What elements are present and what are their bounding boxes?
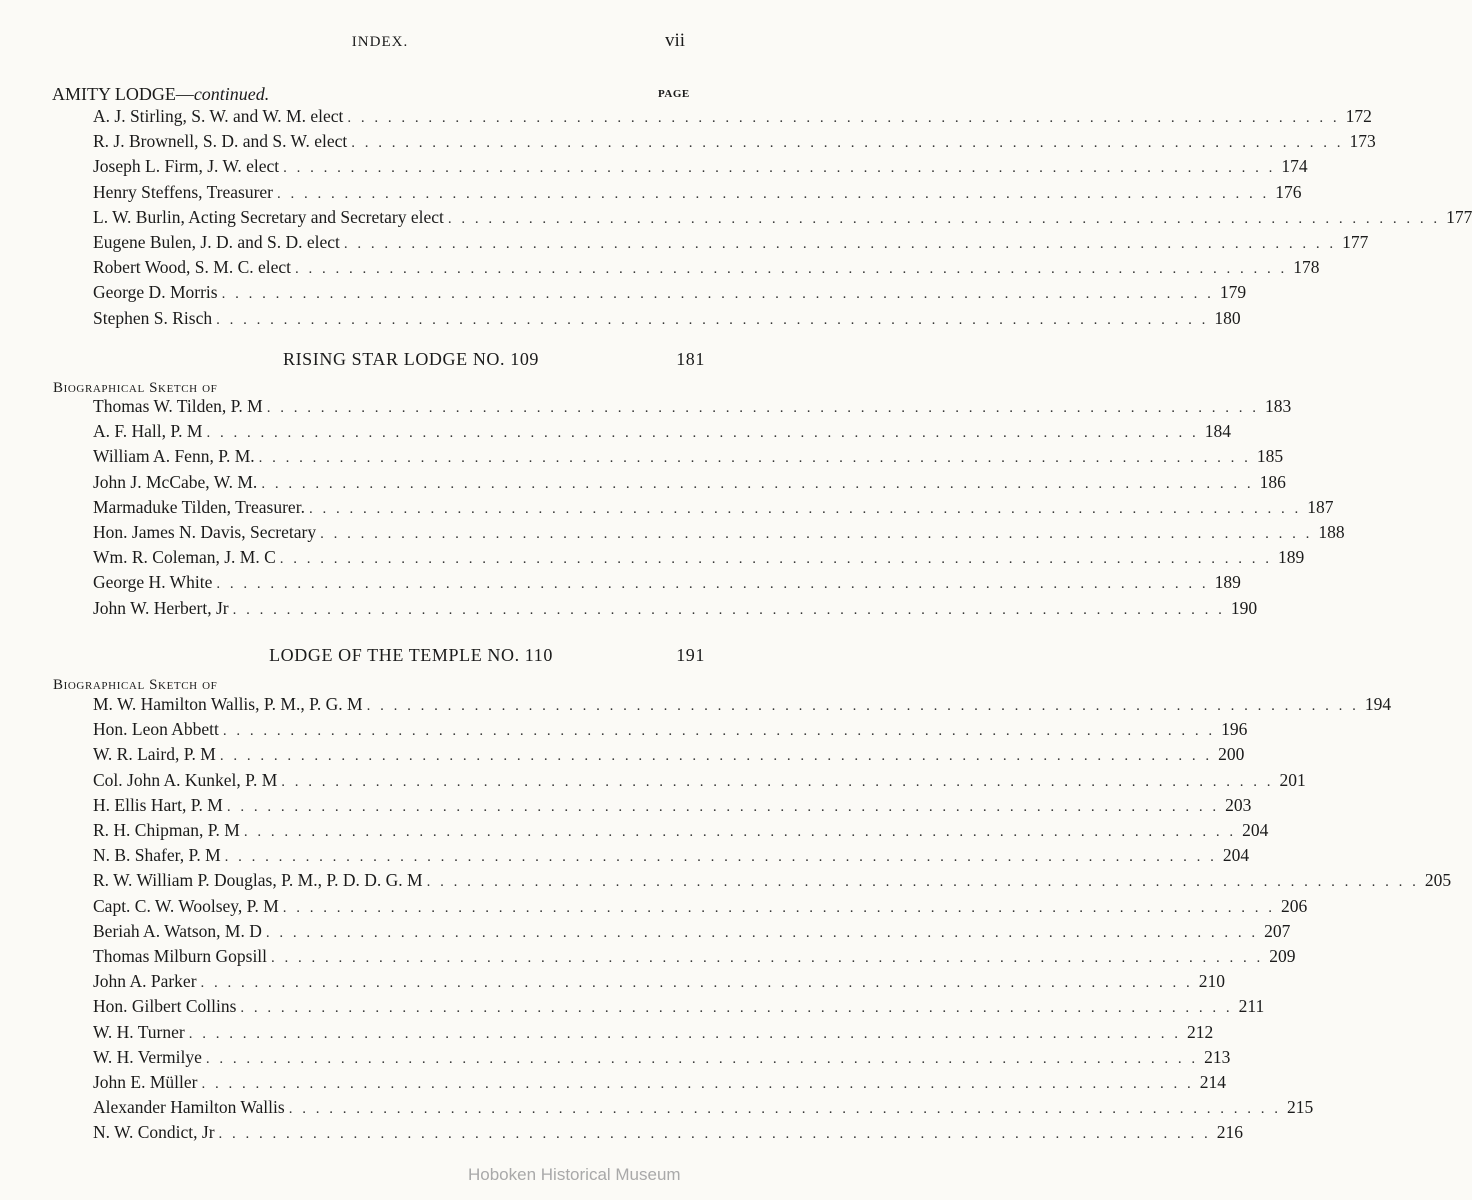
index-entry — [93, 446, 1284, 470]
amity-title: AMITY LODGE— — [52, 84, 194, 104]
entry-page: 186 — [1259, 472, 1286, 492]
entry-page: 207 — [1264, 921, 1291, 941]
entry-page: 185 — [1256, 446, 1284, 466]
entry-page: 204 — [1222, 845, 1250, 865]
entry-name: Beriah A. Watson, M. D — [93, 921, 262, 941]
entry-page: 177 — [1446, 207, 1472, 227]
leader-dots: . . . . . . . . . . . . . . . . . . . . . . . . . . . . . . . . . . . . . . . . . . . . . . . . . . . . . . . . . . . . . . . . . . . . . . . . . . — [343, 236, 1337, 252]
entry-page: 172 — [1345, 106, 1372, 126]
entry-page: 173 — [1349, 131, 1376, 151]
temple-lodge-heading — [93, 645, 705, 671]
entry-page: 212 — [1186, 1022, 1214, 1042]
index-entry — [93, 1022, 1214, 1046]
entry-page: 194 — [1364, 694, 1392, 714]
leader-dots: . . . . . . . . . . . . . . . . . . . . . . . . . . . . . . . . . . . . . . . . . . . . . . . . . . . . . . . . . . . . . . . . . . . . . . . . . . — [232, 602, 1225, 618]
entry-name: Marmaduke Tilden, Treasurer. — [93, 497, 305, 517]
entry-page: 174 — [1281, 156, 1308, 176]
index-entry — [93, 896, 1308, 920]
index-entry — [93, 598, 1258, 622]
entry-page: 189 — [1214, 572, 1241, 592]
leader-dots: . . . . . . . . . . . . . . . . . . . . . . . . . . . . . . . . . . . . . . . . . . . . . . . . . . . . . . . . . . . . . . . . . . . . . . . . . . — [240, 1000, 1233, 1016]
leader-dots: . . . . . . . . . . . . . . . . . . . . . . . . . . . . . . . . . . . . . . . . . . . . . . . . . . . . . . . . . . . . . . . . . . . . . . . . . . — [347, 110, 1340, 126]
entry-page: 179 — [1219, 282, 1247, 302]
entry-page: 177 — [1342, 232, 1369, 252]
index-entry — [93, 694, 1392, 718]
entry-name: Capt. C. W. Woolsey, P. M — [93, 896, 279, 916]
entry-page: 188 — [1318, 522, 1345, 542]
entry-page: 209 — [1269, 946, 1296, 966]
entry-name: R. W. William P. Douglas, P. M., P. D. D. G. M — [93, 870, 423, 890]
leader-dots: . . . . . . . . . . . . . . . . . . . . . . . . . . . . . . . . . . . . . . . . . . . . . . . . . . . . . . . . . . . . . . . . . . . . . . . . . . — [283, 160, 1276, 176]
leader-dots: . . . . . . . . . . . . . . . . . . . . . . . . . . . . . . . . . . . . . . . . . . . . . . . . . . . . . . . . . . . . . . . . . . . . . . . . . . — [426, 874, 1419, 890]
entry-page: 203 — [1225, 795, 1252, 815]
leader-dots: . . . . . . . . . . . . . . . . . . . . . . . . . . . . . . . . . . . . . . . . . . . . . . . . . . . . . . . . . . . . . . . . . . . . . . . . . . — [282, 900, 1276, 916]
entry-name: Joseph L. Firm, J. W. elect — [93, 156, 280, 176]
entry-name: John J. McCabe, W. M. — [93, 472, 258, 492]
leader-dots: . . . . . . . . . . . . . . . . . . . . . . . . . . . . . . . . . . . . . . . . . . . . . . . . . . . . . . . . . . . . . . . . . . . . . . . . . . — [366, 698, 1359, 714]
entry-name: Hon. James N. Davis, Secretary — [93, 522, 317, 542]
index-entry — [93, 522, 1345, 546]
entry-name: Robert Wood, S. M. C. elect — [93, 257, 292, 277]
index-entry — [93, 820, 1269, 844]
entry-page: 189 — [1278, 547, 1305, 567]
entry-name: Stephen S. Risch — [93, 308, 213, 328]
amity-continued: continued. — [193, 84, 270, 104]
index-entry — [93, 572, 1241, 596]
index-entry — [93, 472, 1286, 496]
biographical-sketch-label: Biographical Sketch of — [53, 677, 218, 693]
entry-page: 200 — [1218, 744, 1245, 764]
entry-name: Thomas Milburn Gopsill — [93, 946, 268, 966]
leader-dots: . . . . . . . . . . . . . . . . . . . . . . . . . . . . . . . . . . . . . . . . . . . . . . . . . . . . . . . . . . . . . . . . . . . . . . . . . . — [219, 748, 1213, 764]
leader-dots: . . . . . . . . . . . . . . . . . . . . . . . . . . . . . . . . . . . . . . . . . . . . . . . . . . . . . . . . . . . . . . . . . . . . . . . . . . — [261, 476, 1254, 492]
entry-name: Eugene Bulen, J. D. and S. D. elect — [93, 232, 340, 252]
index-entry — [93, 156, 1308, 180]
entry-page: 187 — [1307, 497, 1334, 517]
entry-page: 204 — [1242, 820, 1269, 840]
index-entry — [93, 232, 1369, 256]
entry-page: 216 — [1216, 1122, 1244, 1142]
index-entry — [93, 744, 1245, 768]
index-entry — [93, 996, 1265, 1020]
leader-dots: . . . . . . . . . . . . . . . . . . . . . . . . . . . . . . . . . . . . . . . . . . . . . . . . . . . . . . . . . . . . . . . . . . . . . . . . . . — [201, 1076, 1194, 1092]
index-entry — [93, 396, 1292, 420]
leader-dots: . . . . . . . . . . . . . . . . . . . . . . . . . . . . . . . . . . . . . . . . . . . . . . . . . . . . . . . . . . . . . . . . . . . . . . . . . . — [351, 135, 1344, 151]
entry-name: A. J. Stirling, S. W. and W. M. elect — [93, 106, 344, 126]
entry-name: Hon. Gilbert Collins — [93, 996, 237, 1016]
leader-dots: . . . . . . . . . . . . . . . . . . . . . . . . . . . . . . . . . . . . . . . . . . . . . . . . . . . . . . . . . . . . . . . . . . . . . . . . . . — [205, 1051, 1199, 1067]
entry-page: 205 — [1424, 870, 1452, 890]
entry-page: 184 — [1204, 421, 1231, 441]
entry-name: Alexander Hamilton Wallis — [93, 1097, 285, 1117]
leader-dots: . . . . . . . . . . . . . . . . . . . . . . . . . . . . . . . . . . . . . . . . . . . . . . . . . . . . . . . . . . . . . . . . . . . . . . . . . . — [447, 211, 1441, 227]
entry-page: 201 — [1279, 770, 1306, 790]
leader-dots: . . . . . . . . . . . . . . . . . . . . . . . . . . . . . . . . . . . . . . . . . . . . . . . . . . . . . . . . . . . . . . . . . . . . . . . . . . — [221, 286, 1214, 302]
page-column-label: PAGE — [658, 88, 690, 100]
leader-dots: . . . . . . . . . . . . . . . . . . . . . . . . . . . . . . . . . . . . . . . . . . . . . . . . . . . . . . . . . . . . . . . . . . . . . . . . . . — [206, 425, 1199, 441]
index-entry — [93, 1047, 1231, 1071]
rising-star-lodge-heading — [93, 349, 705, 375]
index-entry — [93, 1097, 1314, 1121]
leader-dots: . . . . . . . . . . . . . . . . . . . . . . . . . . . . . . . . . . . . . . . . . . . . . . . . . . . . . . . . . . . . . . . . . . . . . . . . . . — [200, 975, 1193, 991]
entry-name: W. R. Laird, P. M — [93, 744, 216, 764]
index-entry — [93, 1072, 1227, 1096]
leader-dots: . . . . . . . . . . . . . . . . . . . . . . . . . . . . . . . . . . . . . . . . . . . . . . . . . . . . . . . . . . . . . . . . . . . . . . . . . . — [188, 1026, 1181, 1042]
leader-dots: . . . . . . . . . . . . . . . . . . . . . . . . . . . . . . . . . . . . . . . . . . . . . . . . . . . . . . . . . . . . . . . . . . . . . . . . . . — [265, 925, 1259, 941]
index-entry — [93, 547, 1305, 571]
leader-dots: . . . . . . . . . . . . . . . . . . . . . . . . . . . . . . . . . . . . . . . . . . . . . . . . . . . . . . . . . . . . . . . . . . . . . . . . . . — [224, 849, 1217, 865]
leader-dots: . . . . . . . . . . . . . . . . . . . . . . . . . . . . . . . . . . . . . . . . . . . . . . . . . . . . . . . . . . . . . . . . . . . . . . . . . . — [226, 799, 1220, 815]
index-entry — [93, 282, 1247, 306]
index-entry — [93, 308, 1241, 332]
header-index-label: INDEX. — [351, 34, 409, 50]
index-entry — [93, 921, 1291, 945]
index-entry — [93, 971, 1226, 995]
entry-page: 190 — [1230, 598, 1258, 618]
leader-dots: . . . . . . . . . . . . . . . . . . . . . . . . . . . . . . . . . . . . . . . . . . . . . . . . . . . . . . . . . . . . . . . . . . . . . . . . . . — [295, 261, 1288, 277]
lodge-title: LODGE OF THE TEMPLE NO. 110 — [269, 645, 553, 665]
index-entry — [93, 106, 1372, 130]
lodge-page: 191 — [676, 645, 705, 665]
leader-dots: . . . . . . . . . . . . . . . . . . . . . . . . . . . . . . . . . . . . . . . . . . . . . . . . . . . . . . . . . . . . . . . . . . . . . . . . . . — [258, 450, 1251, 466]
index-entry — [93, 845, 1250, 869]
entry-page: 183 — [1264, 396, 1292, 416]
leader-dots: . . . . . . . . . . . . . . . . . . . . . . . . . . . . . . . . . . . . . . . . . . . . . . . . . . . . . . . . . . . . . . . . . . . . . . . . . . — [266, 400, 1259, 416]
entry-page: 206 — [1281, 896, 1308, 916]
leader-dots: . . . . . . . . . . . . . . . . . . . . . . . . . . . . . . . . . . . . . . . . . . . . . . . . . . . . . . . . . . . . . . . . . . . . . . . . . . — [308, 501, 1302, 517]
leader-dots: . . . . . . . . . . . . . . . . . . . . . . . . . . . . . . . . . . . . . . . . . . . . . . . . . . . . . . . . . . . . . . . . . . . . . . . . . . — [320, 526, 1313, 542]
biographical-sketch-label: Biographical Sketch of — [53, 380, 218, 396]
index-entry — [93, 421, 1231, 445]
entry-name: Col. John A. Kunkel, P. M — [93, 770, 278, 790]
entry-name: John E. Müller — [93, 1072, 198, 1092]
index-entry — [93, 870, 1452, 894]
index-entry — [93, 182, 1302, 206]
entry-name: L. W. Burlin, Acting Secretary and Secretary elect — [93, 207, 444, 227]
entry-name: William A. Fenn, P. M. — [93, 446, 255, 466]
leader-dots: . . . . . . . . . . . . . . . . . . . . . . . . . . . . . . . . . . . . . . . . . . . . . . . . . . . . . . . . . . . . . . . . . . . . . . . . . . — [277, 186, 1270, 202]
leader-dots: . . . . . . . . . . . . . . . . . . . . . . . . . . . . . . . . . . . . . . . . . . . . . . . . . . . . . . . . . . . . . . . . . . . . . . . . . . — [218, 1126, 1211, 1142]
entry-name: George D. Morris — [93, 282, 218, 302]
index-entry — [93, 770, 1306, 794]
index-entry — [93, 719, 1248, 743]
index-entry — [93, 497, 1334, 521]
entry-page: 210 — [1198, 971, 1226, 991]
entry-name: Henry Steffens, Treasurer — [93, 182, 273, 202]
index-entry — [93, 207, 1472, 231]
index-entry — [93, 131, 1376, 155]
header-page-number: vii — [665, 30, 686, 51]
entry-name: N. W. Condict, Jr — [93, 1122, 215, 1142]
index-entry — [93, 795, 1252, 819]
leader-dots: . . . . . . . . . . . . . . . . . . . . . . . . . . . . . . . . . . . . . . . . . . . . . . . . . . . . . . . . . . . . . . . . . . . . . . . . . . — [216, 576, 1209, 592]
entry-page: 215 — [1286, 1097, 1314, 1117]
leader-dots: . . . . . . . . . . . . . . . . . . . . . . . . . . . . . . . . . . . . . . . . . . . . . . . . . . . . . . . . . . . . . . . . . . . . . . . . . . — [279, 551, 1273, 567]
entry-page: 214 — [1199, 1072, 1227, 1092]
amity-section-title — [52, 84, 269, 105]
entry-name: H. Ellis Hart, P. M — [93, 795, 223, 815]
leader-dots: . . . . . . . . . . . . . . . . . . . . . . . . . . . . . . . . . . . . . . . . . . . . . . . . . . . . . . . . . . . . . . . . . . . . . . . . . . — [288, 1101, 1281, 1117]
entry-name: John A. Parker — [93, 971, 197, 991]
leader-dots: . . . . . . . . . . . . . . . . . . . . . . . . . . . . . . . . . . . . . . . . . . . . . . . . . . . . . . . . . . . . . . . . . . . . . . . . . . — [281, 774, 1274, 790]
entry-page: 211 — [1238, 996, 1265, 1016]
entry-name: N. B. Shafer, P. M — [93, 845, 221, 865]
entry-page: 213 — [1204, 1047, 1231, 1067]
entry-page: 176 — [1275, 182, 1302, 202]
entry-name: R. J. Brownell, S. D. and S. W. elect — [93, 131, 348, 151]
leader-dots: . . . . . . . . . . . . . . . . . . . . . . . . . . . . . . . . . . . . . . . . . . . . . . . . . . . . . . . . . . . . . . . . . . . . . . . . . . — [243, 824, 1237, 840]
entry-name: R. H. Chipman, P. M — [93, 820, 240, 840]
entry-name: A. F. Hall, P. M — [93, 421, 203, 441]
entry-name: W. H. Turner — [93, 1022, 185, 1042]
lodge-title: RISING STAR LODGE NO. 109 — [282, 349, 540, 369]
entry-name: W. H. Vermilye — [93, 1047, 202, 1067]
index-entry — [93, 1122, 1244, 1146]
entry-page: 196 — [1221, 719, 1248, 739]
entry-name: M. W. Hamilton Wallis, P. M., P. G. M — [93, 694, 363, 714]
index-entry — [93, 257, 1320, 281]
leader-dots: . . . . . . . . . . . . . . . . . . . . . . . . . . . . . . . . . . . . . . . . . . . . . . . . . . . . . . . . . . . . . . . . . . . . . . . . . . — [222, 723, 1216, 739]
leader-dots: . . . . . . . . . . . . . . . . . . . . . . . . . . . . . . . . . . . . . . . . . . . . . . . . . . . . . . . . . . . . . . . . . . . . . . . . . . — [271, 950, 1264, 966]
entry-name: George H. White — [93, 572, 213, 592]
index-entry — [93, 946, 1296, 970]
lodge-page: 181 — [676, 349, 705, 369]
entry-name: Hon. Leon Abbett — [93, 719, 219, 739]
entry-page: 180 — [1214, 308, 1241, 328]
entry-name: Wm. R. Coleman, J. M. C — [93, 547, 276, 567]
entry-name: Thomas W. Tilden, P. M — [93, 396, 263, 416]
leader-dots: . . . . . . . . . . . . . . . . . . . . . . . . . . . . . . . . . . . . . . . . . . . . . . . . . . . . . . . . . . . . . . . . . . . . . . . . . . — [216, 312, 1209, 328]
watermark: Hoboken Historical Museum — [468, 1165, 681, 1184]
entry-name: John W. Herbert, Jr — [93, 598, 229, 618]
entry-page: 178 — [1293, 257, 1320, 277]
